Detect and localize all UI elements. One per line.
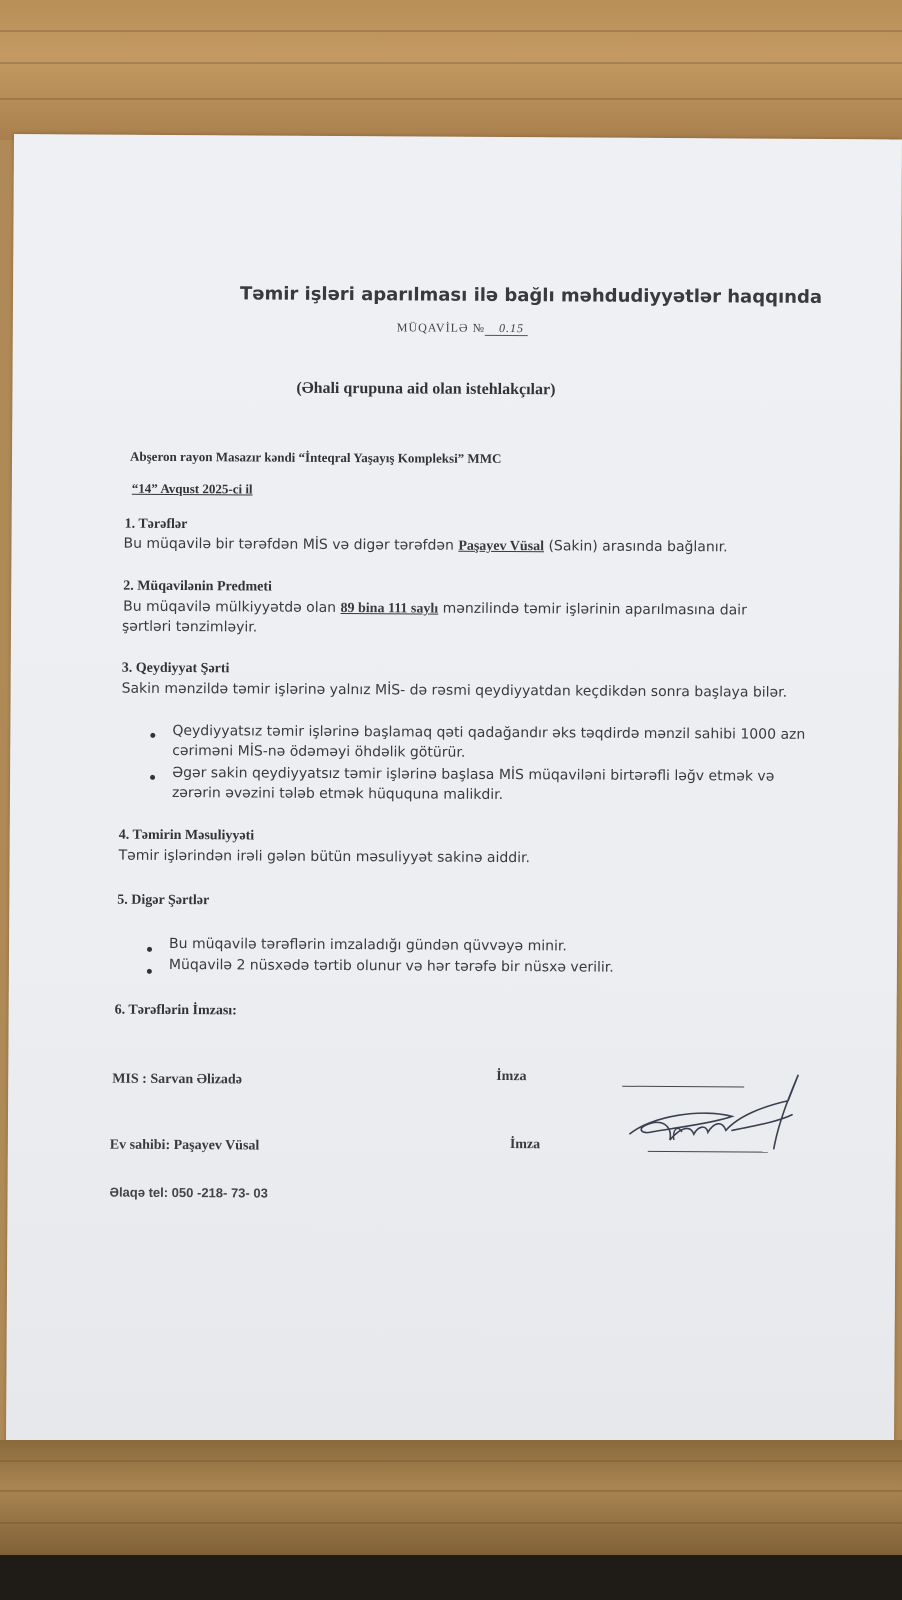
tenant-name: Paşayev Vüsal xyxy=(458,538,545,555)
document-date: “14” Avqust 2025-ci il xyxy=(131,480,253,497)
mis-signatory: MIS : Sarvan Əlizadə xyxy=(112,1071,243,1088)
bullet-icon xyxy=(150,775,155,780)
document-subtitle: (Əhali qrupuna aid olan istehlakçılar) xyxy=(296,379,556,399)
bullet-text: Əgər sakin qeydiyyatsız təmir işlərinə başlasa MİS müqaviləni birtərəfli ləğv etmək və xyxy=(172,764,775,785)
bullet-text: Müqavilə 2 nüsxədə tərtib olunur və hər tərəfə bir nüsxə verilir. xyxy=(168,956,614,976)
company-line: Abşeron rayon Masazır kəndi “İnteqral Yaşayış Kompleksi” MMC xyxy=(129,448,502,466)
floor-shadow xyxy=(0,1555,902,1600)
contract-label: MÜQAVİLƏ № xyxy=(396,320,486,335)
section-heading: 5. Digər Şərtlər xyxy=(117,892,210,909)
owner-signatory: Ev sahibi: Paşayev Vüsal xyxy=(109,1137,260,1154)
section-line: Bu müqavilə mülkiyyətdə olan 89 bina 111 saylı mənzilində təmir işlərinin aparılmasına dair xyxy=(123,598,747,619)
contract-paper xyxy=(6,134,902,1451)
bullet-text: Qeydiyyatsız təmir işlərinə başlamaq qəti qadağandır əks təqdirdə mənzil sahibi 1000 azn xyxy=(172,722,806,743)
wooden-table-top xyxy=(0,0,902,140)
section-heading: 4. Təmirin Məsuliyyəti xyxy=(118,827,255,844)
section-line: Bu müqavilə bir tərəfdən MİS və digər tərəfdən Paşayev Vüsal (Sakin) arasında bağlanır. xyxy=(123,535,728,556)
section-heading: 3. Qeydiyyat Şərti xyxy=(121,660,230,677)
mis-sign-label: İmza xyxy=(496,1068,527,1085)
bullet-icon xyxy=(150,733,155,738)
contract-number-line xyxy=(397,320,528,336)
section-heading: 6. Tərəflərin İmzası: xyxy=(114,1002,237,1019)
owner-sign-label: İmza xyxy=(509,1137,541,1153)
bullet-icon xyxy=(147,969,152,974)
section-heading: 2. Müqavilənin Predmeti xyxy=(123,578,272,595)
document-title: Təmir işləri aparılması ilə bağlı məhdudiyyətlər haqqında xyxy=(239,283,823,308)
bullet-text: Bu müqavilə tərəflərin imzaladığı gündən qüvvəyə minir. xyxy=(169,935,567,955)
apartment-number: 89 bina 111 saylı xyxy=(340,601,439,617)
handwritten-signature-icon xyxy=(612,1068,813,1159)
contact-phone: Əlaqə tel: 050 -218- 73- 03 xyxy=(109,1184,268,1201)
section-line: şərtləri tənzimləyir. xyxy=(121,618,258,636)
bullet-text: zərərin əvəzini tələb etmək hüququna malikdir. xyxy=(171,784,504,803)
section-line: Təmir işlərindən irəli gələn bütün məsuliyyət sakinə aiddir. xyxy=(118,847,531,867)
contract-number: 0.15 xyxy=(485,321,528,336)
bullet-text: cəriməni MİS-nə ödəməyi öhdəlik götürür. xyxy=(172,742,466,761)
section-line: Sakin mənzildə təmir işlərinə yalnız MİS- də rəsmi qeydiyyatdan keçdikdən sonra başlaya bilər. xyxy=(121,680,788,701)
bullet-icon xyxy=(147,947,152,952)
section-heading: 1. Tərəflər xyxy=(124,516,188,533)
